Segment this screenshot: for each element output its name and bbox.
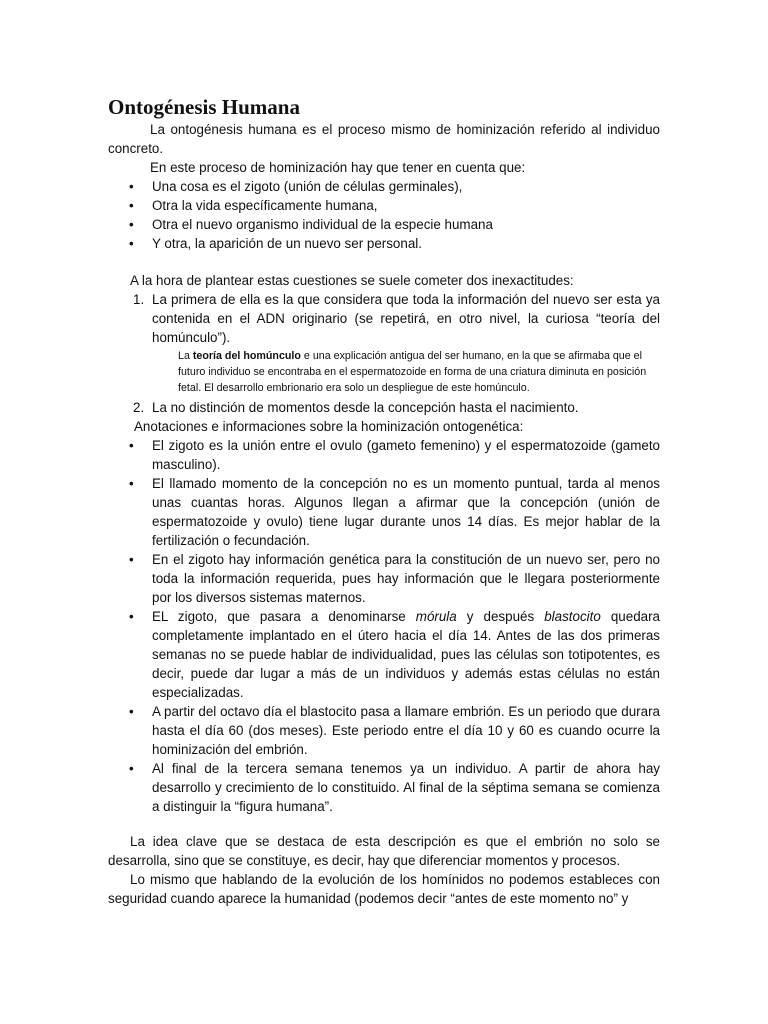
bullet-icon: • [129,476,134,491]
list-item [108,196,660,215]
document-title: Ontogénesis Humana [108,95,300,119]
bullet-icon: • [129,761,134,776]
list-item-text: El zigoto es la unión entre el ovulo (gameto femenino) y el espermatozoide (gameto masculino). [152,438,660,472]
list-item-text-end: quedara completamente implantado en el útero hacia el día 14. Antes de las dos primeras semanas no se puede hablar de individualidad, pues las células son totipotentes, es decir, puede dar lugar a más de un individuos y además estas células no están especializadas. [152,609,660,700]
bullet-icon: • [129,236,134,251]
closing-paragraph-1: La idea clave que se destaca de esta descripción es que el embrión no solo se desarrolla, sino que se constituye, es decir, hay que diferenciar momentos y procesos. [108,834,660,868]
list-item [108,474,660,550]
list-item [108,436,660,474]
list-item-text: Al final de la tercera semana tenemos ya un individuo. A partir de ahora hay desarrollo y crecimiento de lo constituido. Al final de la séptima semana se comienza a distinguir la “figura humana”. [152,761,660,814]
list-item [108,702,660,759]
bullet-icon: • [129,217,134,232]
list-item-text: El llamado momento de la concepción no es un momento puntual, tarda al menos unas cuantas horas. Algunos llegan a afirmar que la concepción (unión de espermatozoide y ovulo) tiene lugar durante unos 14 días. Es mejor hablar de la fertilización o fecundación. [152,476,660,548]
list-item-text: Otra el nuevo organismo individual de la especie humana [152,217,493,232]
considerations-list [108,177,660,253]
list-item [108,215,660,234]
homunculus-note [178,348,664,396]
numbered-item [108,290,660,347]
item-number: 1. [133,292,145,307]
term-blastocito: blastocito [544,609,601,624]
list-item [108,177,660,196]
intro-paragraph: La ontogénesis humana es el proceso mismo de hominización referido al individuo concreto. [108,122,660,156]
inexactitudes-list-cont [108,398,660,417]
bullet-icon: • [129,609,134,624]
list-item-text: Y otra, la aparición de un nuevo ser personal. [152,236,422,251]
note-prefix: La [178,350,193,362]
list-item-text: Otra la vida específicamente humana, [152,198,378,213]
bullet-icon: • [129,704,134,719]
lead-paragraph: En este proceso de hominización hay que tener en cuenta que: [150,160,526,175]
list-item-text-start: EL zigoto, que pasara a denominarse [152,609,416,624]
bullet-icon: • [129,552,134,567]
bullet-icon: • [129,179,134,194]
numbered-item [108,398,660,417]
list-item [108,607,660,702]
list-item [108,759,660,816]
note-bold-term: teoría del homúnculo [192,350,301,362]
list-item-text: Una cosa es el zigoto (unión de células germinales), [152,179,463,194]
numbered-item-text: La primera de ella es la que considera que toda la información del nuevo ser esta ya contenida en el ADN originario (se repetirá, en otro nivel, la curiosa “teoría del homúnculo”). [152,292,660,345]
list-item-text: A partir del octavo día el blastocito pasa a llamare embrión. Es un periodo que durara hasta el día 60 (dos meses). Este periodo entre el día 10 y 60 es cuando ocurre la hominización del embrión. [152,704,660,757]
list-item [108,234,660,253]
inexactitudes-list [108,290,660,347]
note-text: e una explicación antigua del ser humano, en la que se afirmaba que el futuro individuo se encontraba en el espermatozoide en forma de una criatura diminuta en posición fetal. El desarrollo embrionario era solo un despliegue de este homúnculo. [178,350,647,394]
term-morula: mórula [415,609,457,624]
list-item-text: En el zigoto hay información genética para la constitución de un nuevo ser, pero no toda la información requerida, pues hay información que le llegara posteriormente por los diversos sistemas maternos. [152,552,660,605]
annotations-list [108,436,660,816]
inexactitudes-intro: A la hora de plantear estas cuestiones se suele cometer dos inexactitudes: [130,273,574,288]
document-body [108,94,660,908]
numbered-item-text: La no distinción de momentos desde la concepción hasta el nacimiento. [152,400,579,415]
spacer [108,253,660,271]
item-number: 2. [133,400,145,415]
list-item-text-mid: y después [456,609,545,624]
bullet-icon: • [129,438,134,453]
spacer [108,816,660,832]
annotations-heading: Anotaciones e informaciones sobre la hominización ontogenética: [134,419,524,434]
list-item [108,550,660,607]
bullet-icon: • [129,198,134,213]
closing-paragraph-2: Lo mismo que hablando de la evolución de los homínidos no podemos estableces con seguridad cuando aparece la humanidad (podemos decir “antes de este momento no” y [108,872,660,906]
